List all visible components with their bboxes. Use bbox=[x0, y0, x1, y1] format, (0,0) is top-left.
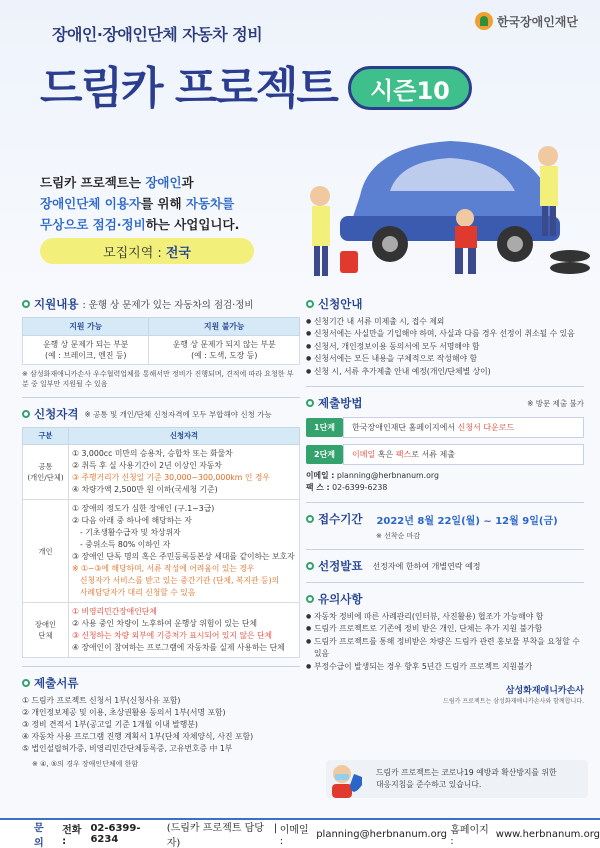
eligibility-table: 구분 신청자격 공통 (개인/단체) ① 3,000cc 미만의 승용차, 승합차 또는 화물차 ② 취득 후 실 사용기간이 2년 이상인 자동차 ③ 주행거리가 신청일 기준 30,000~300,000km 인 경우 ④ 차량가액 2,500만 원 이하(국세청 기준) 개인 ① 장애의 정도가 심한 장애인 (구.1~3급) ② 다음 아래 중 하나에 해당하는 자 - 기초생활수급자 및 차상위자 - 중위소득 80% 이하인 자 ③ 장애인 단독 명의 혹은 주민등록등본상 세대를 같이하는 보호자 ※ ①~③에 해당하며, 서류 작성에 어려움이 있는 경우 신청자가 서비스를 받고 있는 중간기관 (단체, 복지관 등)의 사례담당자가 대리 신청할 수 있음 장애인 단체 ① 비영리민간장애인단체 ② 사용 중인 차량이 노후하여 운행상 위험이 있는 단체 ③ 신청하는 차량 외부에 기증처가 표시되어 있지 않은 단체 ④ 장애인이 참여하는 프로그램에 자동차를 실제 사용하는 단체 bbox=[22, 427, 300, 658]
subtitle: 장애인·장애인단체 자동차 정비 bbox=[52, 25, 263, 44]
selection-section-title: 선정발표 선정자에 한하여 개별연락 예정 bbox=[306, 558, 584, 574]
period-note: ※ 선착순 마감 bbox=[376, 532, 421, 541]
section-bullet-icon bbox=[22, 679, 30, 687]
support-note: ※ 삼성화재애니카손사 우수협력업체를 통해서만 정비가 진행되며, 견적에 따라 요청한 부분 중 일부만 지원될 수 있음 bbox=[22, 370, 294, 388]
main-title: 드림카 프로젝트 bbox=[40, 63, 337, 114]
submit-step-1: 1단계 한국장애인재단 홈페이지에서 신청서 다운로드 bbox=[306, 417, 584, 438]
sponsor: 삼성화재애니카손사 드림카 프로젝트는 삼성화재애니카손사와 함께합니다. bbox=[443, 686, 584, 706]
period-section-title: 접수기간 2022년 8월 22일(월) ~ 12월 9일(금) bbox=[306, 511, 584, 527]
season-badge: 시즌10 bbox=[348, 66, 472, 110]
submit-step-2: 2단계 이메일 혹은 팩스로 서류 제출 bbox=[306, 444, 584, 465]
section-bullet-icon bbox=[22, 410, 30, 418]
submit-email: 이메일 : planning@herbnanum.org bbox=[306, 471, 439, 481]
covid-notice: 드림카 프로젝트는 코로나19 예방과 확산방지를 위한 대응지침을 준수하고 있습니다. bbox=[326, 760, 588, 798]
caution-list: ● 자동차 정비에 따른 사례관리(인터뷰, 사진활용) 협조가 가능해야 함 ● 드림카 프로젝트로 기존에 정비 받은 개인, 단체는 추가 지원 불가함 ● 드림카 프로젝트를 통해 정비받은 차량은 드림카 관련 홍보물 부착을 요청할 수 있음 ● 부정수급이 발생되는 경우 향후 5년간 드림카 프로젝트 지원불가 bbox=[306, 611, 584, 673]
caution-section-title: 유의사항 bbox=[306, 591, 584, 607]
eligibility-section-title: 신청자격 ※ 공통 및 개인/단체 신청자격에 모두 부합해야 신청 가능 bbox=[22, 406, 300, 422]
section-bullet-icon bbox=[306, 562, 314, 570]
submit-fax: 팩 스 : 02-6399-6238 bbox=[306, 483, 388, 493]
org-name: 한국장애인재단 bbox=[496, 14, 578, 29]
guide-section-title: 신청안내 bbox=[306, 296, 584, 312]
recruit-region: 모집지역 : 전국 bbox=[40, 238, 254, 264]
section-bullet-icon bbox=[306, 300, 314, 308]
intro-text: 드림카 프로젝트는 장애인과 장애인단체 이용자를 위해 자동차를 무상으로 점검·정비하는 사업입니다. bbox=[40, 175, 240, 232]
section-bullet-icon bbox=[306, 515, 314, 523]
section-bullet-icon bbox=[306, 399, 314, 407]
footer: 문의 전화 : 02-6399-6234 (드림카 프로젝트 담당자) | 이메일 : planning@herbnanum.org 홈페이지 : www.herbnanum.org bbox=[0, 818, 600, 848]
section-bullet-icon bbox=[306, 595, 314, 603]
submit-section-title: 제출방법 ※ 방문 제출 불가 bbox=[306, 395, 584, 411]
org-logo bbox=[475, 12, 578, 30]
support-section-title: 지원내용 : 운행 상 문제가 있는 자동차의 점검·정비 bbox=[22, 296, 300, 312]
documents-list: ① 드림카 프로젝트 신청서 1부(신청사유 포함) ② 개인정보제공 및 이용, 초상권활용 동의서 1부(서명 포함) ③ 정비 견적서 1부(공고일 기준 1개월 이내 발행분) ④ 자동차 사용 프로그램 진행 계획서 1부(단체 자체양식, 사진 포함) ⑤ 법인설립허가증, 비영리민간단체등록증, 고유번호증 中 1부 ※ ④, ⑤의 경우 장애인단체에 한함 bbox=[22, 696, 254, 768]
left-column bbox=[22, 296, 300, 769]
support-table: 지원 가능 지원 불가능 운행 상 문제가 되는 부분 (예 : 브레이크, 엔진 등) 운행 상 문제가 되지 않는 부분 (예 : 도색, 도장 등) bbox=[22, 317, 300, 365]
foundation-logo-icon bbox=[475, 12, 493, 30]
documents-section-title: 제출서류 bbox=[22, 675, 300, 691]
guide-list: ● 신청기간 내 서류 미제출 시, 접수 제외 ● 신청서에는 사실만을 기입해야 하며, 사실과 다를 경우 선정이 취소될 수 있음 ● 신청서, 개인정보이용 동의서에 모두 서명해야 함 ● 신청서에는 모든 내용을 구체적으로 작성해야 함 ● 신청 시, 서류 추가제출 안내 예정(개인/단체별 상이) bbox=[306, 316, 584, 378]
mask-person-icon bbox=[326, 760, 366, 798]
right-column bbox=[306, 296, 584, 705]
section-bullet-icon bbox=[22, 300, 30, 308]
car-repair-illustration-icon bbox=[300, 126, 590, 286]
